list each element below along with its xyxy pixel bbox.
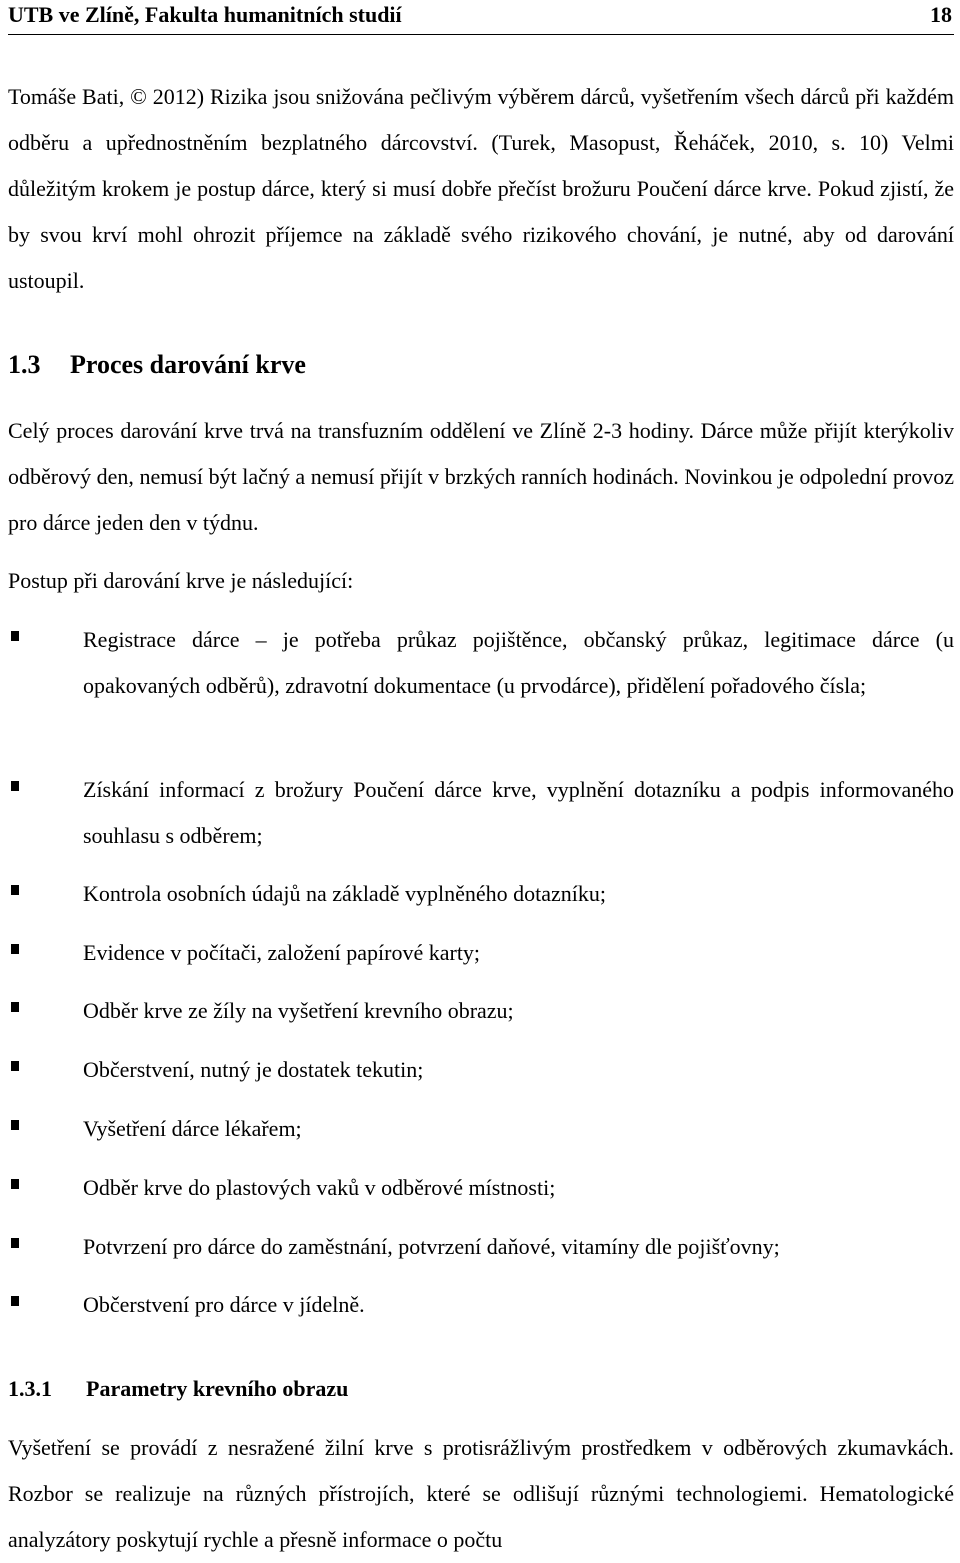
page-header	[8, 0, 954, 35]
bullet-square-icon	[11, 631, 19, 641]
subsection-heading	[8, 1376, 348, 1402]
header-title: UTB ve Zlíně, Fakulta humanitních studií	[8, 2, 402, 27]
page-number: 18	[930, 2, 952, 27]
list-item-text: Odběr krve do plastových vaků v odběrové místnosti;	[83, 1175, 556, 1200]
list-item-text: Získání informací z brožury Poučení dárce krve, vyplnění dotazníku a podpis informovaného souhlasu s odběrem;	[83, 777, 954, 848]
section-heading	[8, 350, 306, 380]
list-item-text: Odběr krve ze žíly na vyšetření krevního obrazu;	[83, 998, 514, 1023]
section-number: 1.3	[8, 350, 41, 379]
section-paragraph: Celý proces darování krve trvá na transfuzním oddělení ve Zlíně 2-3 hodiny. Dárce může přijít kterýkoliv odběrový den, nemusí být lačný a nemusí přijít v brzkých ranních hodinách. Novinkou je odpolední provoz pro dárce jeden den v týdnu.	[8, 418, 954, 535]
bullet-square-icon	[11, 1238, 19, 1248]
bullet-square-icon	[11, 944, 19, 954]
bullet-square-icon	[11, 1120, 19, 1130]
bullet-square-icon	[11, 1061, 19, 1071]
subsection-paragraph: Vyšetření se provádí z nesražené žilní krve s protisrážlivým prostředkem v odběrových zkumavkách. Rozbor se realizuje na různých přístrojích, které se odlišují různými technologiemi. Hematologické analyzátory poskytují rychle a přesně informace o počtu	[8, 1435, 954, 1552]
bullet-square-icon	[11, 1296, 19, 1306]
subsection-number: 1.3.1	[8, 1376, 52, 1401]
document-page	[8, 0, 954, 1556]
section-title: Proces darování krve	[70, 350, 306, 379]
bullet-square-icon	[11, 885, 19, 895]
bullet-square-icon	[11, 1002, 19, 1012]
bullet-square-icon	[11, 781, 19, 791]
procedure-intro: Postup při darování krve je následující:	[8, 568, 354, 593]
list-item-text: Registrace dárce – je potřeba průkaz pojištěnce, občanský průkaz, legitimace dárce (u opakovaných odběrů), zdravotní dokumentace (u prvodárce), přidělení pořadového čísla;	[83, 627, 954, 698]
list-item-text: Kontrola osobních údajů na základě vyplněného dotazníku;	[83, 881, 606, 906]
list-item-text: Občerstvení, nutný je dostatek tekutin;	[83, 1057, 424, 1082]
list-item-text: Občerstvení pro dárce v jídelně.	[83, 1292, 365, 1317]
list-item-text: Evidence v počítači, založení papírové karty;	[83, 940, 481, 965]
list-item-text: Potvrzení pro dárce do zaměstnání, potvrzení daňové, vitamíny dle pojišťovny;	[83, 1234, 780, 1259]
subsection-title: Parametry krevního obrazu	[86, 1376, 349, 1401]
bullet-square-icon	[11, 1179, 19, 1189]
intro-paragraph: Tomáše Bati, © 2012) Rizika jsou snižována pečlivým výběrem dárců, vyšetřením všech dárců při každém odběru a upřednostněním bezplatného dárcovství. (Turek, Masopust, Řeháček, 2010, s. 10) Velmi důležitým krokem je postup dárce, který si musí dobře přečíst brožuru Poučení dárce krve. Pokud zjistí, že by svou krví mohl ohrozit příjemce na základě svého rizikového chování, je nutné, aby od darování ustoupil.	[8, 84, 954, 293]
list-item-text: Vyšetření dárce lékařem;	[83, 1116, 302, 1141]
